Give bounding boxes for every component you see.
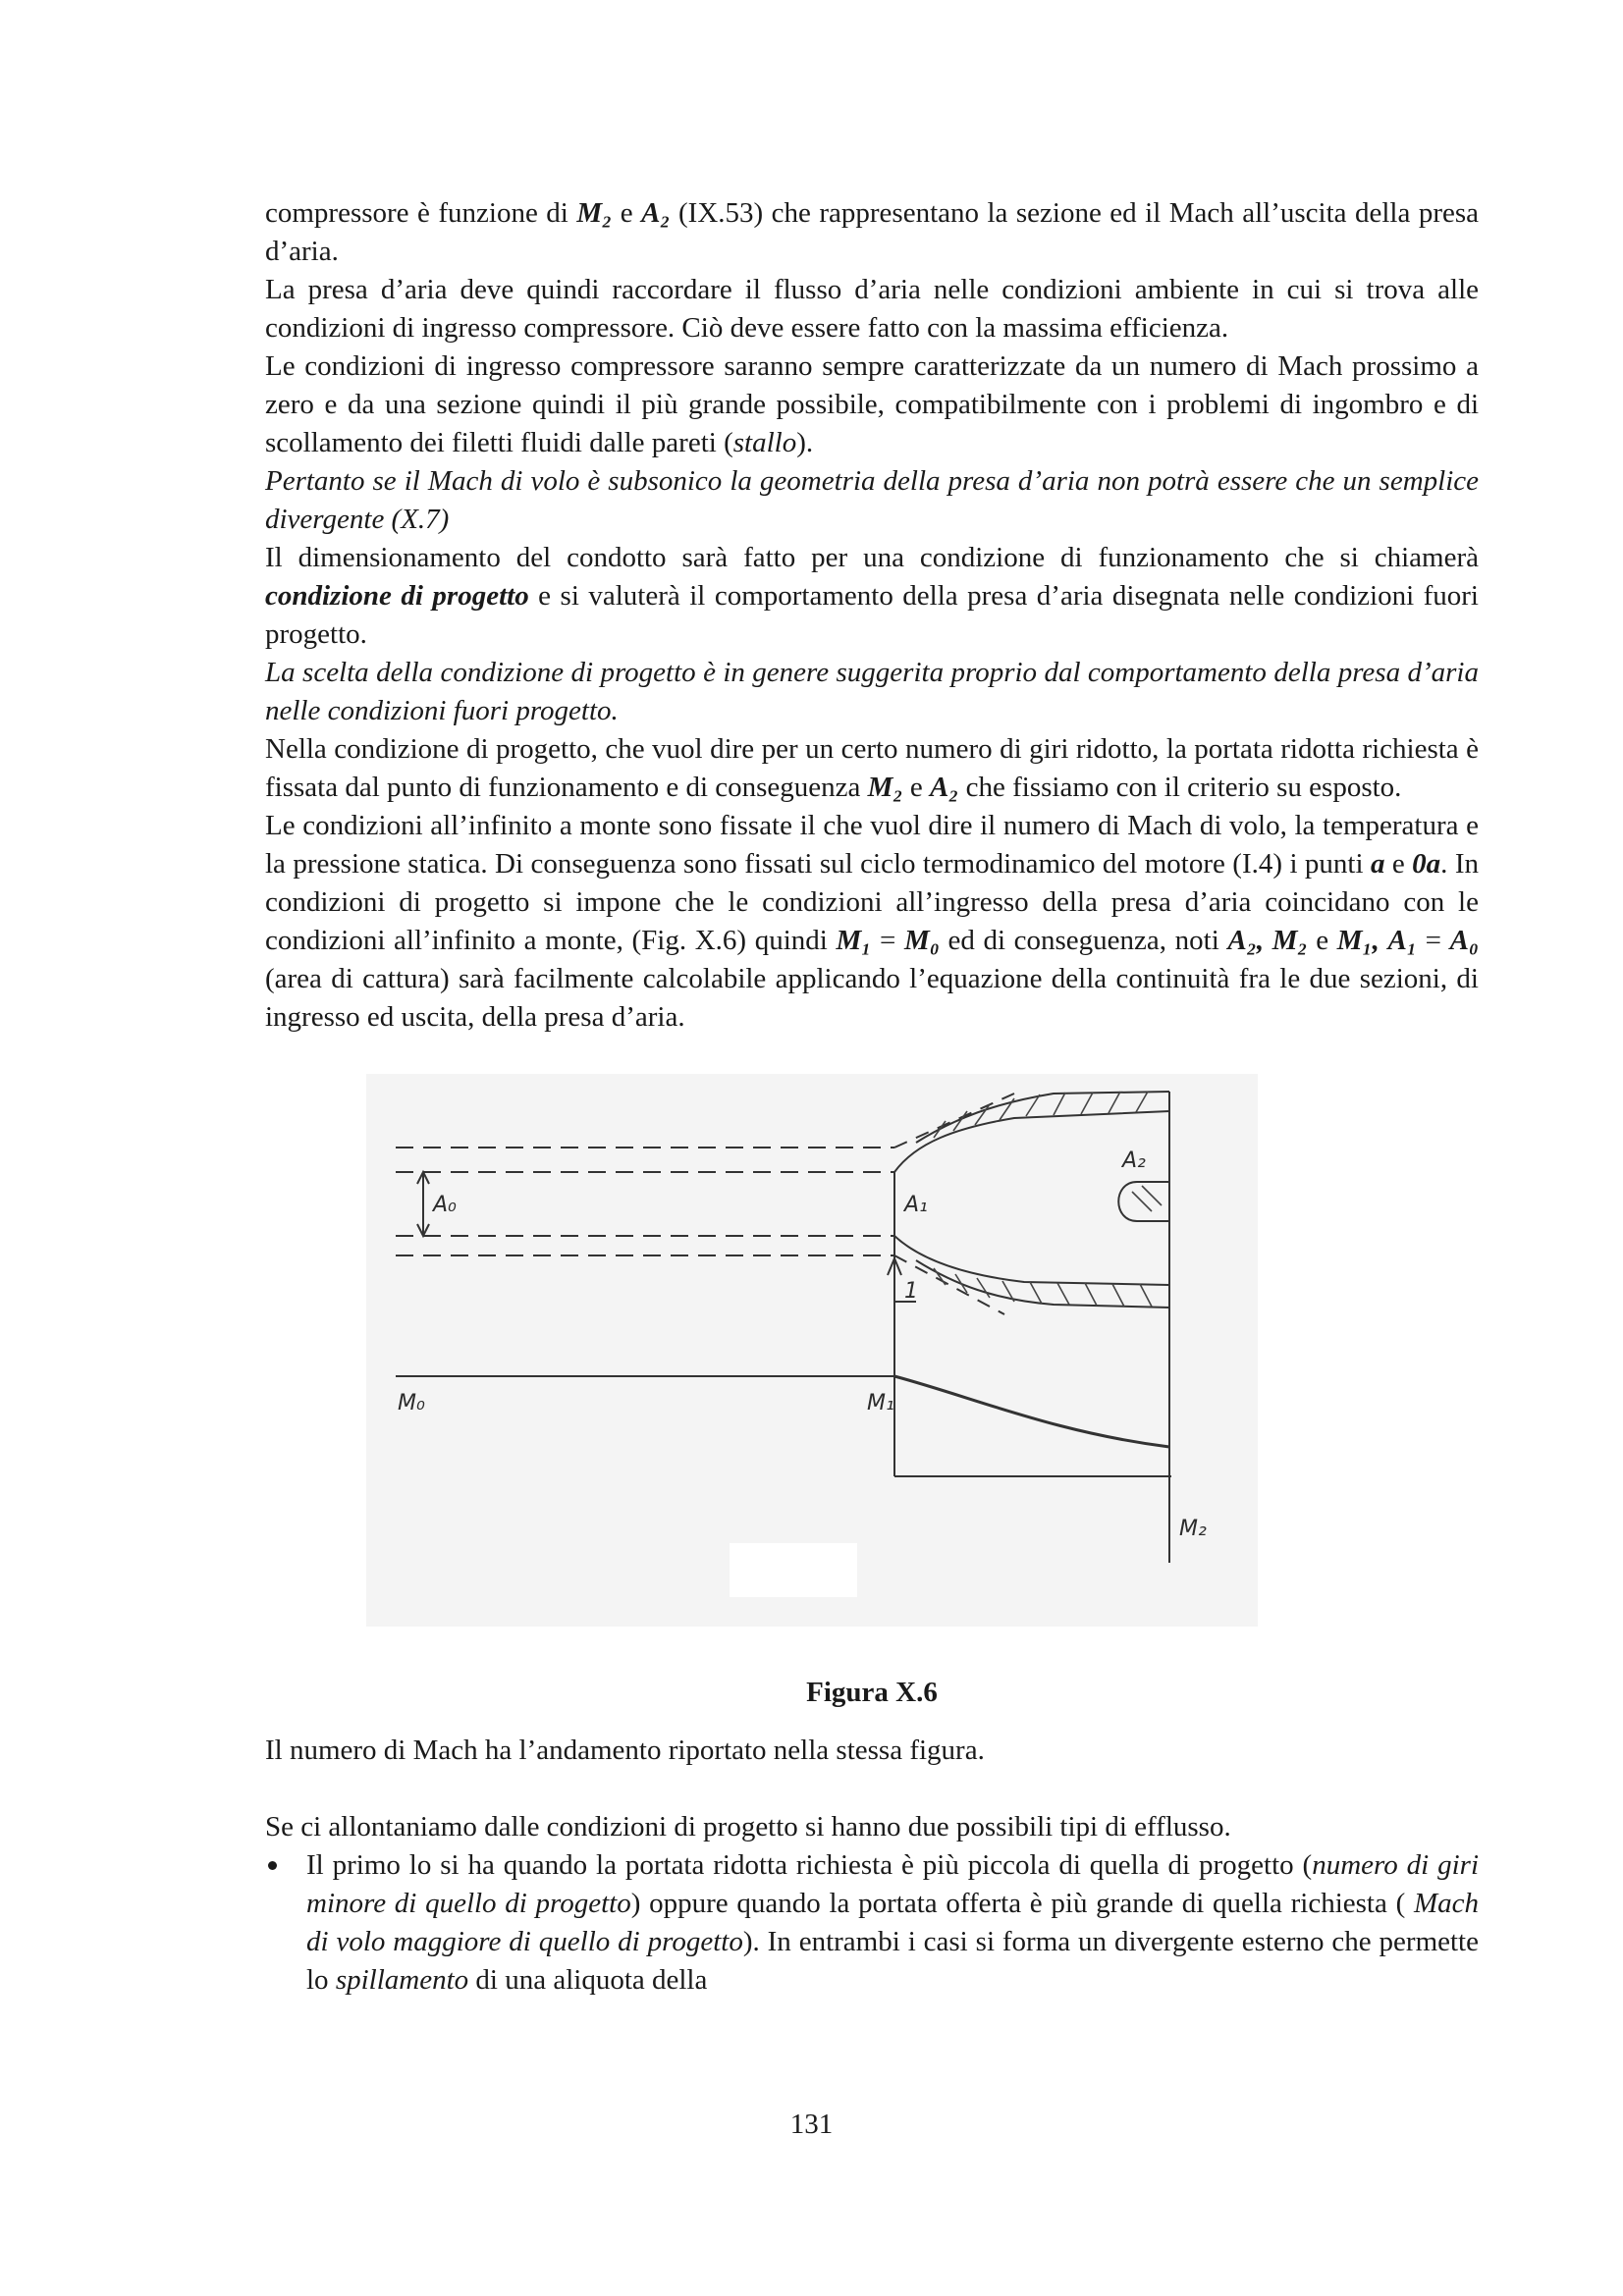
emphasis-stallo: stallo	[732, 427, 797, 458]
label-m1: M₁	[867, 1391, 894, 1415]
text: e	[1307, 925, 1337, 956]
paragraph-7	[265, 730, 1479, 807]
text: (area di cattura) sarà facilmente calcolabile applicando l’equazione della continuità fra le due sezioni, di ingresso ed uscita, della presa d’aria.	[265, 963, 1479, 1033]
text: e si valuterà il comportamento della presa d’aria disegnata nelle condizioni fuori progetto.	[265, 580, 1479, 650]
figure-caption: Figura X.6	[806, 1677, 938, 1708]
paragraph-6: La scelta della condizione di progetto è in genere suggerita proprio dal comportamento della presa d’aria nelle condizioni fuori progetto.	[265, 657, 1479, 726]
page-body	[265, 194, 1479, 2000]
text: compressore è funzione di	[265, 197, 577, 229]
paragraph-9: Il numero di Mach ha l’andamento riportato nella stessa figura.	[265, 1735, 985, 1766]
text: Le condizioni all’infinito a monte sono fissate il che vuol dire il numero di Mach di volo, la temperatura e la pressione statica. Di conseguenza sono fissati sul ciclo termodinamico del motore (I.4) i punti	[265, 810, 1479, 880]
emphasis-spillamento: spillamento	[335, 1964, 469, 1996]
paragraph-2: La presa d’aria deve quindi raccordare il flusso d’aria nelle condizioni ambiente in cui si trova alle condizioni di ingresso compressore. Ciò deve essere fatto con la massima efficienza.	[265, 274, 1479, 344]
label-m2: M₂	[1179, 1517, 1207, 1541]
symbol-a2: A₂	[641, 197, 671, 229]
text: ).	[796, 427, 814, 458]
text	[1380, 925, 1388, 956]
text: . In condizioni di progetto si impone che le condizioni all’ingresso della presa d’aria coincidano con le condizioni all’infinito a monte, (Fig. X.6) quindi	[265, 848, 1479, 956]
blank-patch	[730, 1543, 857, 1597]
paragraph-5	[265, 539, 1479, 654]
symbol-a1: A₁	[1387, 925, 1417, 956]
symbol-m1: M₁,	[1336, 925, 1380, 956]
label-a1: A₁	[904, 1193, 928, 1217]
paragraph-1	[265, 194, 1479, 271]
mach-curve-duct	[894, 1376, 1169, 1447]
text: e	[902, 772, 930, 803]
text: =	[1416, 925, 1450, 956]
figure-x6	[366, 1074, 1258, 1627]
label-one: 1	[904, 1279, 918, 1304]
label-m0: M₀	[398, 1391, 425, 1415]
symbol-m0: M₀	[903, 925, 940, 956]
text: Il primo lo si ha quando la portata ridotta richiesta è più piccola di quella di progetto (	[306, 1849, 1313, 1881]
symbol-m1: M₁	[836, 925, 872, 956]
text: che fissiamo con il criterio su esposto.	[958, 772, 1402, 803]
emphasis: Mach di volo maggiore di quello di progetto	[306, 1888, 1479, 1957]
paragraph-3	[265, 347, 1479, 462]
symbol-a: a	[1370, 848, 1385, 880]
list-item	[265, 1846, 1479, 2000]
paragraph-8	[265, 807, 1479, 1037]
text: Il dimensionamento del condotto sarà fatto per una condizione di funzionamento che si chiamerà	[265, 542, 1479, 573]
text: (IX.53) che rappresentano la sezione ed il Mach all’uscita della presa d’aria.	[265, 197, 1479, 267]
symbol-a0: A₀	[1449, 925, 1480, 956]
symbol-m2: M₂	[867, 772, 903, 803]
cowl-hatching	[934, 1092, 1162, 1307]
emphasis-condizione-di-progetto: condizione di progetto	[265, 580, 529, 612]
text: =	[871, 925, 904, 956]
lower-cowl-inner	[894, 1236, 1169, 1285]
paragraph-4: Pertanto se il Mach di volo è subsonico la geometria della presa d’aria non potrà essere che un semplice divergente (X.7)	[265, 465, 1479, 535]
symbol-a2: A₂	[929, 772, 959, 803]
text	[1264, 925, 1272, 956]
page-number: 131	[789, 2109, 834, 2140]
paragraph-10: Se ci allontaniamo dalle condizioni di progetto si hanno due possibili tipi di efflusso.	[265, 1811, 1231, 1842]
text: ed di conseguenza, noti	[939, 925, 1228, 956]
symbol-m2: M₂	[576, 197, 613, 229]
symbol-0a: 0a	[1412, 848, 1441, 880]
text: Le condizioni di ingresso compressore saranno sempre caratterizzate da un numero di Mach prossimo a zero e da una sezione quindi il più grande possibile, compatibilmente con i problemi di ingombro e di scollamento dei filetti fluidi dalle pareti (	[265, 350, 1479, 458]
text: di una aliquota della	[468, 1964, 708, 1996]
symbol-a2: A₂,	[1227, 925, 1265, 956]
text: e	[612, 197, 642, 229]
intake-diagram	[366, 1074, 1258, 1627]
bullet-list	[265, 1846, 1479, 2000]
text: ). In entrambi i casi si forma un divergente esterno che permette lo	[306, 1926, 1479, 1996]
label-a0: A₀	[433, 1193, 457, 1217]
symbol-m2: M₂	[1271, 925, 1308, 956]
label-a2: A₂	[1122, 1148, 1146, 1173]
text: ) oppure quando la portata offerta è più grande di quella richiesta (	[630, 1888, 1414, 1919]
emphasis: numero di giri minore di quello di progetto	[306, 1849, 1479, 1919]
text: Nella condizione di progetto, che vuol dire per un certo numero di giri ridotto, la portata ridotta richiesta è fissata dal punto di funzionamento e di conseguenza	[265, 733, 1479, 803]
text: e	[1384, 848, 1413, 880]
